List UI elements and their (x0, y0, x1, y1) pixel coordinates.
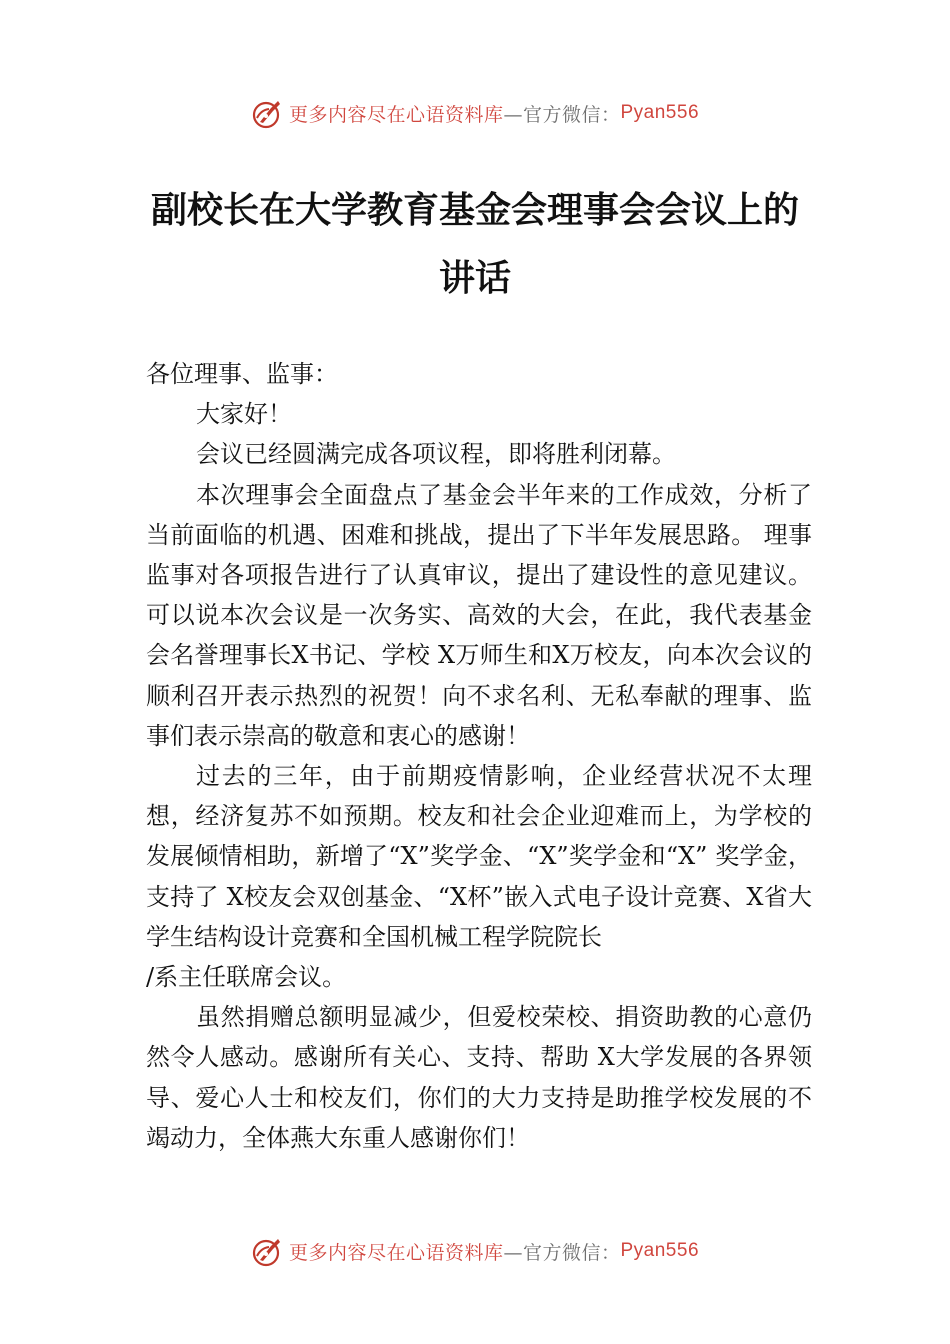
paragraph-greeting: 大家好！ (196, 400, 292, 429)
salutation: 各位理事、监事： (146, 360, 338, 388)
paragraph-past-three-years: 过去的三年，由于前期疫情影响，企业经营状况不太理想，经济复苏不如预期。校友和社会企业迎难而上，为学校的发展倾情相助，新增了“X”奖学金、“X”奖学金和“X” 奖学金，支持了 X校友会双创基金、“X杯”嵌入式电子设计竞赛、X省大学生结构设计竞赛和全国机械工程学院院长 (146, 762, 812, 951)
pen-nib-logo-icon (251, 1234, 285, 1268)
paragraph-fragment: /系主任联席会议。 (146, 963, 347, 992)
pen-nib-logo-icon (251, 96, 285, 130)
paragraph-meeting-closing: 会议已经圆满完成各项议程，即将胜利闭幕。 (196, 440, 676, 469)
paragraph-council-review: 本次理事会全面盘点了基金会半年来的工作成效，分析了当前面临的机遇、困难和挑战，提出了下半年发展思路。 理事监事对各项报告进行了认真审议，提出了建设性的意见建议。可以说本次会议是一次务实、高效的大会，在此，我代表基金会名誉理事长X书记、学校 X万师生和X万校友，向本次会议的顺利召开表示热烈的祝贺！向不求名利、无私奉献的理事、监事们表示崇高的敬意和衷心的感谢！ (146, 480, 812, 750)
watermark-text: 更多内容尽在心语资料库 (288, 1241, 504, 1264)
footer-watermark (0, 1234, 950, 1268)
title-line-2: 讲话 (438, 257, 511, 299)
paragraph-thanks: 虽然捐赠总额明显减少，但爱校荣校、捐资助教的心意仍然令人感动。感谢所有关心、支持、帮助 X大学发展的各界领导、爱心人士和校友们，你们的大力支持是助推学校发展的不竭动力，全体燕大东重人感谢你们！ (146, 1003, 812, 1152)
header-watermark (0, 96, 950, 130)
document-title (0, 176, 950, 312)
speech-body (146, 354, 812, 1158)
watermark-separator: —官方微信： (503, 1241, 621, 1264)
watermark-wechat-id: Pyan556 (620, 102, 700, 123)
watermark-separator: —官方微信： (503, 103, 621, 126)
watermark-text: 更多内容尽在心语资料库 (288, 103, 504, 126)
title-line-1: 副校长在大学教育基金会理事会会议上的 (150, 189, 799, 231)
watermark-wechat-id: Pyan556 (620, 1240, 700, 1261)
